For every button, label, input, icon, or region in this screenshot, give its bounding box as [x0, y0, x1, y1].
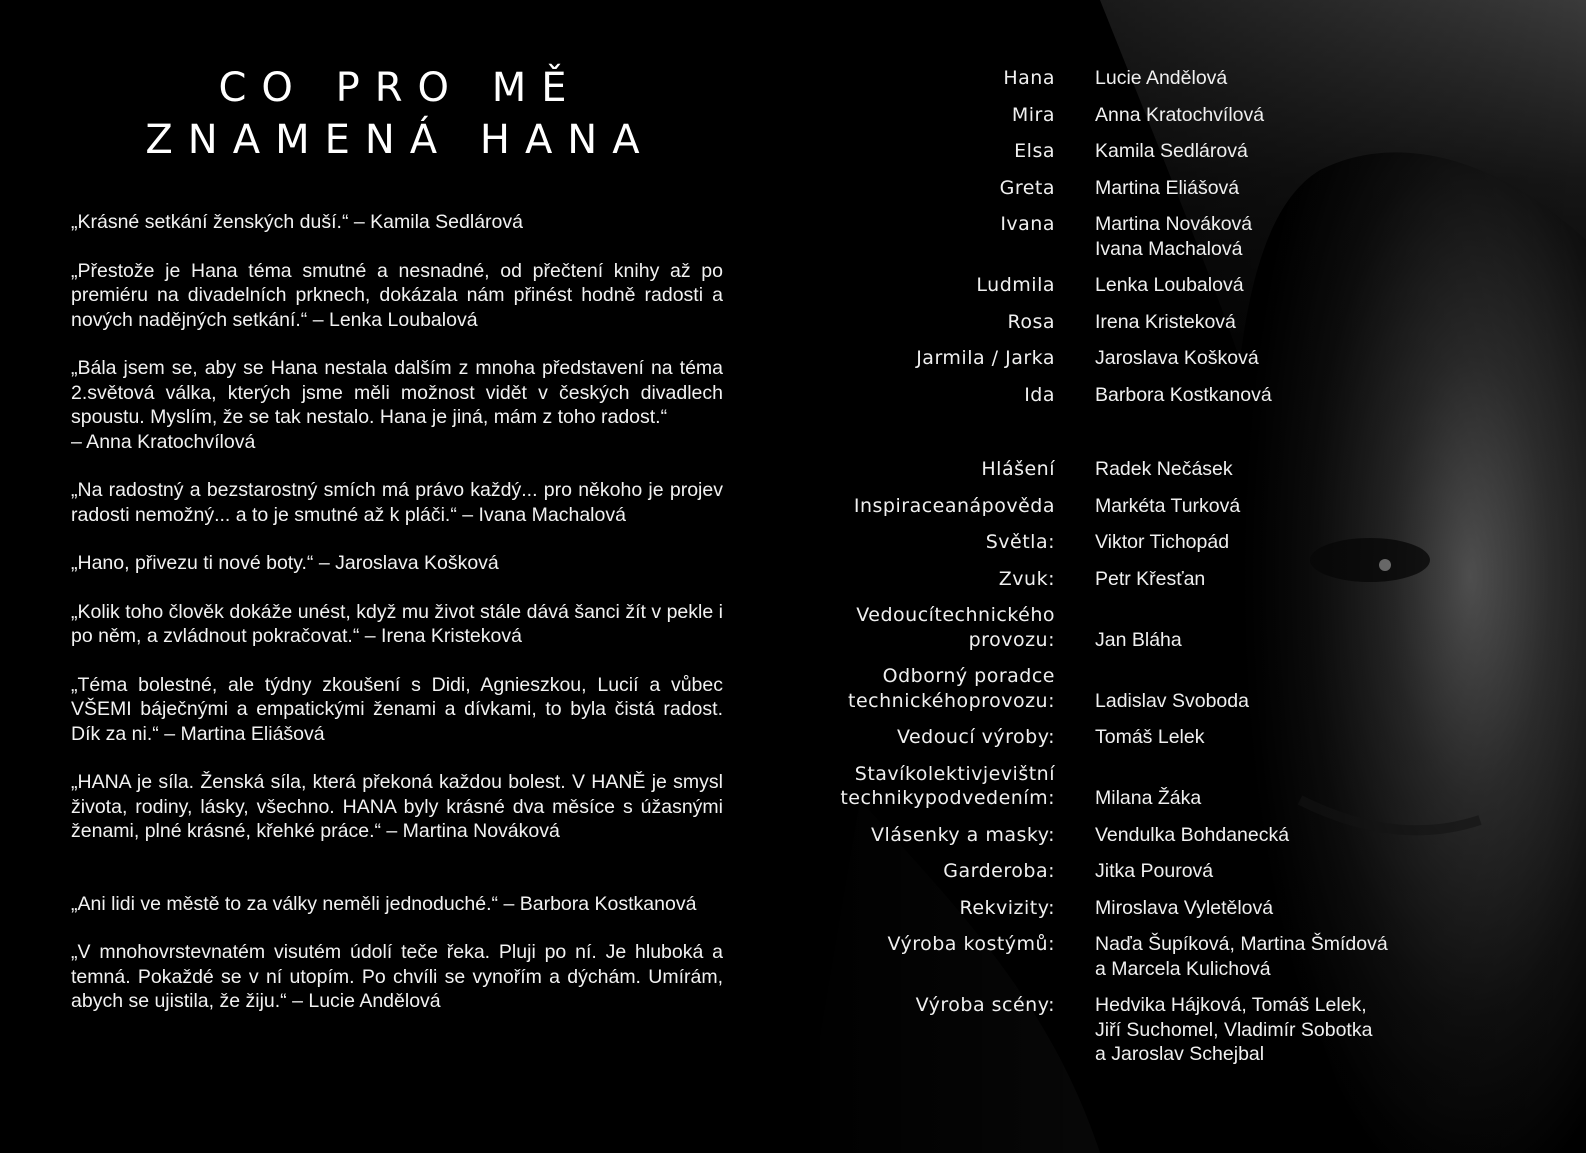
crew-name: Naďa Šupíková, Martina Šmídová: [1095, 933, 1388, 955]
crew-row: [830, 664, 1570, 713]
crew-role-text: Vlásenky a masky:: [871, 823, 1055, 846]
actor-name: Martina Nováková: [1095, 213, 1253, 235]
quote-text: „Krásné setkání ženských duší.“: [71, 211, 349, 233]
quote-author: – Lucie Andělová: [292, 990, 441, 1012]
crew-role-text: Stavíkolektivjevištní: [854, 762, 1055, 785]
actor-name: Martina Eliášová: [1095, 176, 1240, 199]
crew-role: [830, 823, 1055, 848]
actor-name: Jaroslava Košková: [1095, 347, 1259, 369]
crew-role: [830, 664, 1055, 713]
role-label: Rosa: [1007, 310, 1055, 333]
crew-name: Jiří Suchomel, Vladimír Sobotka: [1095, 1018, 1373, 1041]
crew-names: [1095, 567, 1205, 592]
crew-names: [1095, 932, 1388, 981]
crew-name: Tomáš Lelek: [1095, 726, 1205, 748]
crew-role: [830, 603, 1055, 652]
crew-role: [830, 859, 1055, 884]
crew-name: a Jaroslav Schejbal: [1095, 1043, 1265, 1065]
actor-name: Irena Kristeková: [1095, 310, 1236, 333]
crew-role: [830, 896, 1055, 921]
crew-role-text: Zvuk:: [998, 567, 1055, 590]
crew-role-text: technikypodvedením:: [840, 787, 1055, 809]
role-label: Elsa: [1014, 140, 1055, 162]
crew-role: [830, 494, 1055, 519]
cast-row: [830, 103, 1570, 128]
crew-names: [1095, 457, 1233, 482]
quote-author: – Martina Nováková: [386, 820, 560, 842]
actor-names: [1095, 66, 1227, 91]
quote-text: „Téma bolestné, ale týdny zkoušení s Didi, Agnieszkou, Lucií a vůbec VŠEMI báječnými a empatickými ženami a dívkami, to byla čistá radost. Dík za ni.“: [71, 673, 723, 745]
crew-names: [1095, 628, 1182, 653]
page-title: [70, 62, 730, 166]
crew-role-text: Světla:: [985, 531, 1055, 553]
crew-role-text: Hlášení: [981, 458, 1055, 480]
quote: [71, 600, 723, 649]
quote: [71, 210, 723, 235]
actor-names: [1095, 212, 1252, 261]
crew-role: [830, 725, 1055, 750]
crew-row: [830, 457, 1570, 482]
quote: [71, 478, 723, 527]
quote-text: „Bála jsem se, aby se Hana nestala dalším z mnoha představení na téma 2.světová válka, kterých jsme měli možnost vidět v českých divadlech spoustu. Myslím, že se tak nestalo. Hana je jiná, mám z toho radost.“: [71, 357, 723, 428]
quote-text: „V mnohovrstevnatém visutém údolí teče řeka. Pluji po ní. Je hluboká a temná. Pokaždé se v ní utopím. Po chvíli se vynořím a dýchám. Umírám, abych se ujistila, že žiju.“: [71, 941, 723, 1012]
cast-row: [830, 310, 1570, 335]
cast-row: [830, 346, 1570, 371]
crew-row: [830, 603, 1570, 652]
crew-role-text: technickéhoprovozu:: [848, 689, 1055, 712]
crew-names: [1095, 823, 1289, 848]
actor-names: [1095, 176, 1239, 201]
role-label: Greta: [999, 176, 1055, 199]
quote-text: „Hano, přivezu ti nové boty.“: [71, 552, 314, 574]
quote: [71, 770, 723, 844]
quote-author: – Ivana Machalová: [462, 503, 626, 526]
crew-names: [1095, 530, 1229, 555]
crew-names: [1095, 859, 1213, 884]
quote-text: „Na radostný a bezstarostný smích má právo každý... pro někoho je projev radosti nemožný... a to je smutné až k pláči.“: [71, 479, 723, 526]
crew-names: [1095, 494, 1240, 519]
quote-author: – Kamila Sedlárová: [353, 211, 523, 233]
crew-role: [830, 993, 1055, 1018]
cast-row: [830, 139, 1570, 164]
actor-name: Ivana Machalová: [1095, 237, 1243, 260]
credits: [830, 66, 1570, 1079]
crew-role-text: Inspiraceanápověda: [853, 494, 1055, 517]
crew-role-text: Garderoba:: [943, 860, 1055, 882]
actor-names: [1095, 383, 1272, 408]
quote-author: – Jaroslava Košková: [318, 552, 499, 574]
crew-name: Miroslava Vyletělová: [1095, 896, 1274, 919]
quote-author: – Irena Kristeková: [364, 625, 522, 647]
crew-name: Vendulka Bohdanecká: [1095, 823, 1290, 846]
role-label: Mira: [1011, 103, 1055, 126]
quote-author: – Barbora Kostkanová: [503, 892, 697, 915]
crew-row: [830, 932, 1570, 981]
cast-row: [830, 176, 1570, 201]
actor-name: Lucie Andělová: [1095, 67, 1228, 89]
quote-text: „Kolik toho člověk dokáže unést, když mu život stále dává šanci žít v pekle i po něm, a zvládnout pokračovat.“: [71, 600, 723, 647]
cast-row: [830, 66, 1570, 91]
crew-row: [830, 859, 1570, 884]
crew-name: Milana Žáka: [1095, 787, 1202, 809]
title-line-1: CO PRO MĚ: [218, 65, 582, 111]
actor-names: [1095, 346, 1259, 371]
actor-names: [1095, 103, 1264, 128]
role-label: Ivana: [1000, 213, 1055, 235]
role-label: Ida: [1024, 383, 1055, 406]
crew-row: [830, 993, 1570, 1067]
quote-author: – Anna Kratochvílová: [71, 430, 256, 453]
crew-name: Ladislav Svoboda: [1095, 689, 1249, 712]
crew-role: [830, 762, 1055, 811]
crew-row: [830, 762, 1570, 811]
cast-row: [830, 383, 1570, 408]
crew-role-text: Výroba kostýmů:: [887, 933, 1055, 955]
crew-role: [830, 530, 1055, 555]
crew-row: [830, 530, 1570, 555]
actor-name: Lenka Loubalová: [1095, 274, 1244, 296]
crew-name: Viktor Tichopád: [1095, 531, 1230, 553]
crew-names: [1095, 993, 1372, 1067]
quote: [71, 673, 723, 747]
crew-row: [830, 567, 1570, 592]
quote: [71, 551, 723, 576]
cast-row: [830, 273, 1570, 298]
crew-role: [830, 567, 1055, 592]
crew-row: [830, 494, 1570, 519]
actor-names: [1095, 273, 1244, 298]
crew-row: [830, 725, 1570, 750]
actor-name: Barbora Kostkanová: [1095, 383, 1272, 406]
actor-names: [1095, 139, 1248, 164]
crew-role-text: Odborný poradce: [882, 665, 1055, 687]
crew-name: Jan Bláha: [1095, 628, 1182, 651]
cast-list: [830, 66, 1570, 407]
crew-names: [1095, 786, 1201, 811]
crew-name: Radek Nečásek: [1095, 458, 1233, 480]
quotes-list: [71, 210, 723, 1038]
crew-names: [1095, 689, 1249, 714]
crew-names: [1095, 896, 1273, 921]
quote-text: „HANA je síla. Ženská síla, která překoná každou bolest. V HANĚ je smysl života, rodiny, lásky, všechno. HANA byly krásné dva měsíce s úžasnými ženami, plné krásné, křehké práce.“: [71, 771, 723, 842]
crew-name: Hedvika Hájková, Tomáš Lelek,: [1095, 994, 1367, 1016]
quote: [71, 892, 723, 917]
crew-row: [830, 896, 1570, 921]
quote: [71, 356, 723, 454]
crew-row: [830, 823, 1570, 848]
quote: [71, 940, 723, 1014]
crew-names: [1095, 725, 1204, 750]
role-label: Ludmila: [976, 274, 1055, 296]
crew-role-text: provozu:: [968, 628, 1055, 651]
crew-name: Petr Křesťan: [1095, 567, 1206, 590]
quote: [71, 259, 723, 333]
quote-text: „Ani lidi ve městě to za války neměli jednoduché.“: [71, 892, 499, 915]
crew-list: [830, 457, 1570, 1067]
actor-name: Kamila Sedlárová: [1095, 140, 1248, 162]
crew-role-text: Vedoucítechnického: [856, 604, 1055, 626]
actor-names: [1095, 310, 1236, 335]
crew-role: [830, 457, 1055, 482]
quote-author: – Martina Eliášová: [164, 722, 325, 745]
crew-role-text: Vedoucí výroby:: [896, 726, 1055, 748]
crew-role-text: Výroba scény:: [915, 994, 1055, 1016]
crew-name: a Marcela Kulichová: [1095, 957, 1271, 980]
crew-name: Jitka Pourová: [1095, 860, 1214, 882]
crew-role: [830, 932, 1055, 957]
quote-text: „Přestože je Hana téma smutné a nesnadné, od přečtení knihy až po premiéru na divadelních prknech, dokázala nám přinést hodně radosti a nových nadějných setkání.“: [71, 259, 723, 331]
actor-name: Anna Kratochvílová: [1095, 103, 1265, 126]
quote-author: – Lenka Loubalová: [312, 308, 478, 331]
crew-role-text: Rekvizity:: [959, 896, 1055, 919]
role-label: Hana: [1003, 67, 1055, 89]
role-label: Jarmila / Jarka: [916, 347, 1055, 369]
crew-name: Markéta Turková: [1095, 494, 1241, 517]
cast-row: [830, 212, 1570, 261]
title-line-2: ZNAMENÁ HANA: [145, 117, 655, 163]
